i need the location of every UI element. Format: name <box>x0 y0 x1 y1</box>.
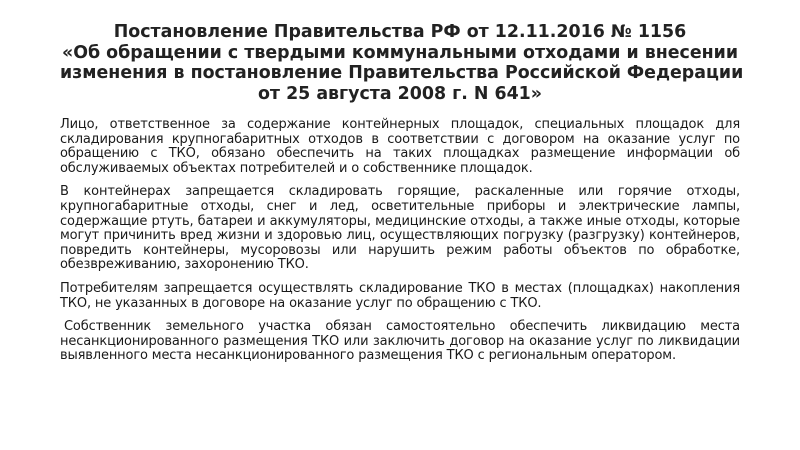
slide-title <box>60 22 744 104</box>
title-line-3: изменения в постановление Правительства Российской Федерации <box>60 63 744 83</box>
slide-body <box>60 118 740 373</box>
paragraph-consumer-prohibition: Потребителям запрещается осуществлять складирование ТКО в местах (площадках) накопления ТКО, не указанных в договоре на оказание услуг по обращению с ТКО. <box>60 280 740 311</box>
paragraph-landowner-obligation: Собственник земельного участка обязан самостоятельно обеспечить ликвидацию места несанкционированного размещения ТКО или заключить договор на оказание услуг по ликвидации выявленного места несанкционированного размещения ТКО с региональным оператором. <box>60 319 740 364</box>
paragraph-container-platforms: Лицо, ответственное за содержание контейнерных площадок, специальных площадок для складирования крупногабаритных отходов в соответствии с договором на оказание услуг по обращению с ТКО, обязано обеспечить на таких площадках размещение информации об обслуживаемых объектах потребителей и о собственнике площадок. <box>60 117 740 176</box>
paragraph-prohibited-waste: В контейнерах запрещается складировать горящие, раскаленные или горячие отходы, крупногабаритные отходы, снег и лед, осветительные приборы и электрические лампы, содержащие ртуть, батареи и аккумуляторы, медицинские отходы, а также иные отходы, которые могут причинить вред жизни и здоровью лиц, осуществляющих погрузку (разгрузку) контейнеров, повредить контейнеры, мусоровозы или нарушить режим работы объектов по обработке, обезвреживанию, захоронению ТКО. <box>60 184 740 273</box>
title-line-4: от 25 августа 2008 г. N 641» <box>257 83 543 104</box>
title-line-1: Постановление Правительства РФ от 12.11.2016 № 1156 <box>113 22 687 42</box>
title-line-2: «Об обращении с твердыми коммунальными отходами и внесении <box>61 42 739 63</box>
